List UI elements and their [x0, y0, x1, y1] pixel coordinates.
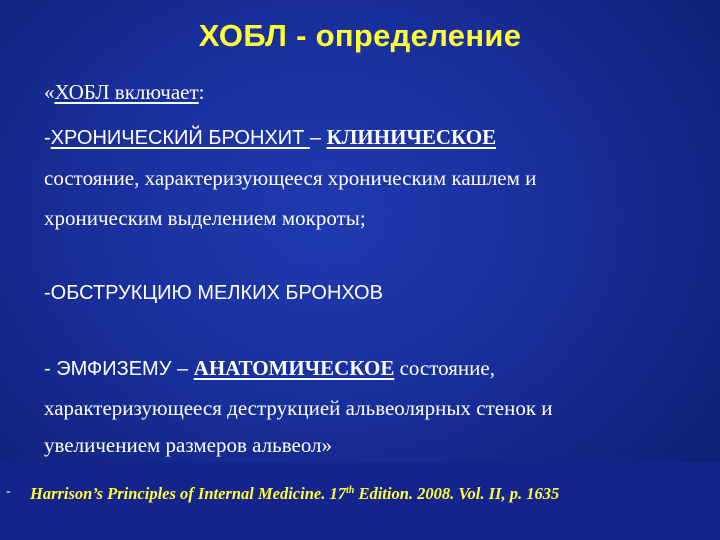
slide-title: ХОБЛ - определение	[198, 18, 522, 53]
item1-prefix: -	[44, 127, 51, 149]
item1-line3: хроническим выделением мокроты;	[44, 206, 366, 230]
item3-line1	[44, 355, 495, 382]
item3-line2: характеризующееся деструкцией альвеолярных стенок и	[44, 396, 553, 420]
citation-text-before: Harrison’s Principles of Internal Medicine. 17	[30, 484, 346, 503]
item2-term: ОБСТРУКЦИЮ МЕЛКИХ БРОНХОВ	[50, 282, 383, 304]
item3-dash: –	[171, 358, 194, 380]
intro-line	[44, 79, 205, 105]
item1-dash: –	[309, 127, 327, 149]
intro-suffix: :	[198, 80, 205, 104]
item3-prefix: -	[44, 358, 57, 380]
item2-prefix: -	[44, 282, 51, 304]
intro-prefix: «	[44, 80, 55, 104]
item1-term: ХРОНИЧЕСКИЙ БРОНХИТ	[50, 127, 310, 149]
item3-term: ЭМФИЗЕМУ	[56, 358, 172, 380]
item1-line1	[44, 124, 496, 151]
citation-superscript: th	[345, 485, 355, 496]
item3-line3: увеличением размеров альвеол»	[44, 433, 333, 457]
intro-text: ХОБЛ включает	[54, 80, 199, 104]
citation-bullet: -	[6, 484, 11, 499]
citation	[30, 484, 559, 504]
item1-qualifier: КЛИНИЧЕСКОЕ	[326, 125, 497, 149]
item3-qualifier: АНАТОМИЧЕСКОЕ	[193, 356, 395, 380]
item2-line	[44, 280, 383, 306]
item1-line2: состояние, характеризующееся хроническим кашлем и	[44, 166, 537, 190]
item3-after: состояние,	[394, 356, 495, 380]
citation-text-after: Edition. 2008. Vol. II, p. 1635	[354, 484, 560, 503]
